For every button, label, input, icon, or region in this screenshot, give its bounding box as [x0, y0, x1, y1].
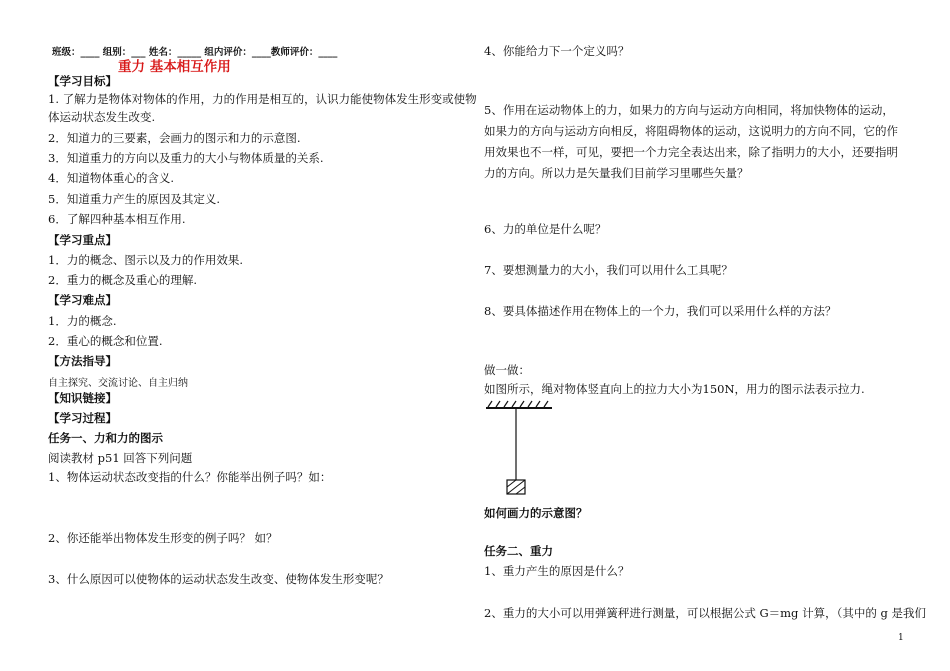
question-8: 8、要具体描述作用在物体上的一个力，我们可以采用什么样的方法？ — [484, 304, 837, 318]
key-points-heading: 【学习重点】 — [48, 233, 117, 247]
key-point-item: 1．力的概念、图示以及力的作用效果. — [48, 253, 243, 267]
ceiling-hatching — [486, 401, 552, 408]
question-3: 3、什么原因可以使物体的运动状态发生改变、使物体发生形变呢？ — [48, 572, 389, 586]
difficulty-item: 2．重心的概念和位置. — [48, 334, 163, 348]
task-one-heading: 任务一、力和力的图示 — [48, 431, 163, 445]
goal-item: 6．了解四种基本相互作用. — [48, 212, 186, 226]
difficulty-item: 1．力的概念. — [48, 314, 117, 328]
method-text: 自主探究、交流讨论、自主归纳 — [48, 378, 188, 389]
student-info-line: 班级：____ 组别：___ 姓名：_____ 组内评价：____教师评价：____ — [52, 47, 338, 58]
goal-item: 2．知道力的三要素，会画力的图示和力的示意图. — [48, 131, 301, 145]
goal-item: 5．知道重力产生的原因及其定义. — [48, 192, 220, 206]
task-two-heading: 任务二、重力 — [484, 544, 553, 558]
question-1: 1、物体运动状态改变指的什么？你能举出例子吗？如： — [48, 470, 332, 484]
gravity-question-1: 1、重力产生的原因是什么？ — [484, 564, 630, 578]
question-2: 2、你还能举出物体发生形变的例子吗？ 如？ — [48, 531, 278, 545]
question-5: 5、作用在运动物体上的力，如果力的方向与运动方向相同，将加快物体的运动，如果力的方向与运动方向相反，将阻碍物体的运动，这说明力的方向不同，它的作用效果也不一样，可见，要把一个力完全表达出来，除了指明力的大小，还要指明力的方向。所以力是矢量我们目前学习里哪些矢量？ — [484, 103, 898, 180]
difficulties-heading: 【学习难点】 — [48, 293, 117, 307]
goal-item: 4．知道物体重心的含义. — [48, 171, 174, 185]
goal-item: 1. 了解力是物体对物体的作用，力的作用是相互的，认识力能使物体发生形变或使物 — [48, 92, 477, 106]
reading-instruction: 阅读教材 p51 回答下列问题 — [48, 451, 193, 465]
knowledge-link-heading: 【知识链接】 — [48, 391, 117, 405]
method-heading: 【方法指导】 — [48, 354, 117, 368]
page-number: 1 — [898, 633, 904, 643]
gravity-question-2: 2、重力的大小可以用弹簧秤进行测量，可以根据公式 G＝mg 计算，（其中的 g 是我们 — [484, 606, 926, 620]
goal-item: 体运动状态发生改变. — [48, 110, 156, 124]
question-4: 4、你能给力下一个定义吗？ — [484, 44, 630, 58]
process-heading: 【学习过程】 — [48, 411, 117, 425]
question-6: 6、力的单位是什么呢？ — [484, 222, 607, 236]
question-7: 7、要想测量力的大小，我们可以用什么工具呢？ — [484, 263, 733, 277]
block — [507, 480, 525, 494]
try-it-label: 做一做： — [484, 363, 530, 377]
page-title: 重力 基本相互作用 — [118, 59, 231, 75]
key-point-item: 2．重力的概念及重心的理解. — [48, 273, 197, 287]
goal-item: 3．知道重力的方向以及重力的大小与物体质量的关系. — [48, 151, 324, 165]
goals-heading: 【学习目标】 — [48, 74, 117, 88]
how-to-draw-label: 如何画力的示意图？ — [484, 506, 588, 520]
try-it-text: 如图所示，绳对物体竖直向上的拉力大小为150N，用力的图示法表示拉力. — [484, 382, 865, 396]
hanging-block-figure — [484, 396, 564, 496]
